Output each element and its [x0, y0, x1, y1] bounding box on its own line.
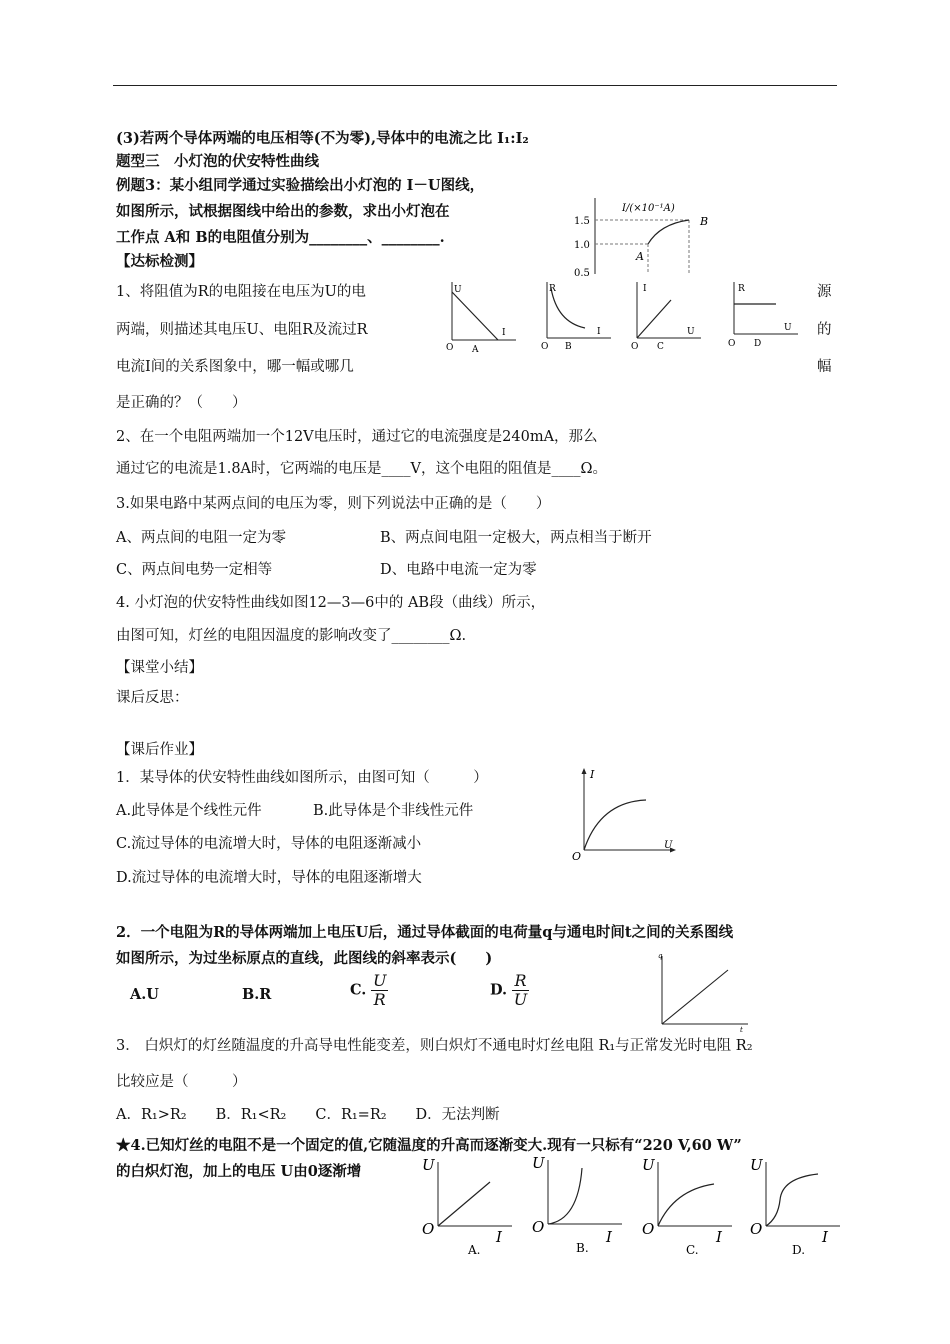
example3-tick: 1.5 — [574, 216, 590, 227]
hw4-line1: ★4.已知灯丝的电阻不是一个固定的值,它随温度的升高而逐渐变大.现有一只标有“220 V,60 W” — [116, 1137, 742, 1154]
svg-text:U: U — [422, 1156, 435, 1174]
hw1-option-a: A.此导体是个线性元件 — [116, 803, 262, 819]
svg-text:D.: D. — [792, 1243, 806, 1257]
example3-point-a: A — [636, 250, 644, 263]
q1-line2-end: 的 — [817, 322, 832, 338]
svg-text:A.: A. — [468, 1243, 481, 1257]
svg-text:U: U — [664, 840, 673, 851]
example3-tick: 0.5 — [574, 268, 590, 279]
q1-line3-end: 幅 — [817, 359, 832, 375]
section-title-type3: 题型三 小灯泡的伏安特性曲线 — [116, 153, 319, 170]
svg-text:B.: B. — [576, 1241, 589, 1255]
q2-line1: 2、在一个电阻两端加一个12V电压时，通过它的电流强度是240mA，那么 — [116, 429, 598, 445]
hw1-option-b: B.此导体是个非线性元件 — [313, 803, 474, 819]
q3-stem: 3.如果电路中某两点间的电压为零，则下列说法中正确的是（ ） — [116, 496, 551, 512]
svg-text:O: O — [750, 1220, 763, 1238]
q1-graph-a — [446, 282, 518, 355]
reflection-label: 课后反思： — [116, 690, 189, 706]
svg-text:A: A — [472, 345, 479, 355]
q3-option-b: B、两点间电阻一定极大，两点相当于断开 — [380, 530, 652, 546]
example3-axis-label: I/(×10⁻¹A) — [622, 203, 675, 214]
q1-line1-end: 源 — [817, 284, 832, 300]
svg-text:I: I — [590, 768, 595, 781]
svg-text:C: C — [657, 342, 664, 352]
svg-text:R: R — [549, 284, 556, 294]
svg-text:U: U — [454, 285, 462, 295]
hw2-option-c: C. $\frac{U}{R}$ — [350, 971, 387, 1009]
q1-line2: 两端，则描述其电压U、电阻R及流过R — [116, 322, 368, 338]
svg-text:I: I — [643, 284, 647, 294]
q1-graph-c — [631, 282, 703, 352]
hw3-line1: 3． 白炽灯的灯丝随温度的升高导电性能变差，则白炽灯不通电时灯丝电阻 R₁与正常发光时电阻 R₂ — [116, 1038, 753, 1054]
section-homework-heading: 【课后作业】 — [116, 742, 203, 758]
svg-text:U: U — [642, 1156, 655, 1174]
example3-line3: 工作点 A和 B的电阻值分别为________、________. — [116, 229, 445, 246]
hw1-stem: 1．某导体的伏安特性曲线如图所示，由图可知（ ） — [116, 770, 488, 786]
svg-text:O: O — [446, 343, 454, 353]
q1-graph-d — [728, 282, 800, 352]
svg-text:I: I — [496, 1228, 502, 1246]
hw2-graph — [652, 952, 752, 1032]
svg-text:O: O — [422, 1220, 435, 1238]
svg-text:I: I — [822, 1228, 828, 1246]
example3-line2: 如图所示，试根据图线中给出的参数，求出小灯泡在 — [116, 203, 450, 220]
q3-option-d: D、电路中电流一定为零 — [380, 562, 537, 578]
example3-tick: 1.0 — [574, 240, 590, 251]
hw4-graph-a — [420, 1154, 520, 1260]
svg-text:U: U — [784, 323, 792, 333]
q1-line3: 电流I间的关系图象中，哪一幅或哪几 — [116, 359, 354, 375]
hw1-option-c: C.流过导体的电流增大时，导体的电阻逐渐减小 — [116, 836, 422, 852]
svg-text:R: R — [738, 284, 745, 294]
q1-line1: 1、将阻值为R的电阻接在电压为U的电 — [116, 284, 366, 300]
section-check-heading: 【达标检测】 — [116, 253, 203, 270]
q1-line4: 是正确的？（ ） — [116, 395, 247, 411]
svg-text:I: I — [502, 328, 506, 338]
q1-graph-b — [541, 282, 613, 352]
svg-text:O: O — [532, 1218, 545, 1236]
svg-text:t: t — [740, 1026, 743, 1034]
hw2-option-a: A.U — [130, 986, 159, 1003]
svg-text:C.: C. — [686, 1243, 699, 1257]
svg-text:D: D — [754, 339, 762, 349]
hw2-line1: 2．一个电阻为R的导体两端加上电压U后，通过导体截面的电荷量q与通电时间t之间的关系图线 — [116, 924, 734, 941]
svg-text:O: O — [631, 342, 639, 352]
hw2-option-b: B.R — [242, 986, 272, 1003]
q2-line2: 通过它的电流是1.8A时，它两端的电压是____V，这个电阻的阻值是____Ω。 — [116, 461, 608, 477]
svg-text:I: I — [716, 1228, 722, 1246]
hw4-graph-c — [640, 1154, 740, 1260]
svg-text:I: I — [597, 327, 601, 337]
svg-text:O: O — [728, 339, 736, 349]
hw4-graph-b — [530, 1152, 630, 1258]
hw1-option-d: D.流过导体的电流增大时，导体的电阻逐渐增大 — [116, 870, 422, 886]
hw4-line2: 的白炽灯泡，加上的电压 U由0逐渐增 — [116, 1163, 362, 1180]
q3-option-a: A、两点间的电阻一定为零 — [116, 530, 286, 546]
q4-line1: 4. 小灯泡的伏安特性曲线如图12—3—6中的 AB段（曲线）所示， — [116, 595, 546, 611]
svg-text:U: U — [532, 1154, 545, 1172]
hw2-option-d: D. $\frac{R}{U}$ — [490, 971, 528, 1009]
hw3-line2: 比较应是（ ） — [116, 1074, 247, 1090]
svg-text:O: O — [572, 850, 582, 863]
svg-text:B: B — [565, 342, 572, 352]
example3-line1: 例题3：某小组同学通过实验描绘出小灯泡的 I－U图线， — [116, 177, 485, 194]
svg-text:O: O — [642, 1220, 655, 1238]
hw3-options: A．R₁>R₂ B．R₁<R₂ C．R₁=R₂ D．无法判断 — [116, 1107, 500, 1123]
hw2-line2: 如图所示，为过坐标原点的直线，此图线的斜率表示( ) — [116, 950, 493, 967]
q3-option-c: C、两点间电势一定相等 — [116, 562, 273, 578]
hw4-graph-d — [748, 1154, 848, 1260]
section-summary-heading: 【课堂小结】 — [116, 660, 203, 676]
svg-text:q: q — [658, 952, 663, 960]
q4-line2: 由图可知，灯丝的电阻因温度的影响改变了________Ω. — [116, 628, 467, 644]
svg-text:U: U — [687, 327, 695, 337]
example3-graph — [574, 198, 726, 279]
svg-text:U: U — [750, 1156, 763, 1174]
hw1-graph — [572, 768, 682, 863]
example3-point-b: B — [700, 215, 709, 228]
header-rule — [113, 85, 837, 86]
svg-text:I: I — [606, 1228, 612, 1246]
svg-text:O: O — [541, 342, 549, 352]
question-3-ratio: (3)若两个导体两端的电压相等(不为零),导体中的电流之比 I₁:I₂ — [116, 130, 529, 147]
